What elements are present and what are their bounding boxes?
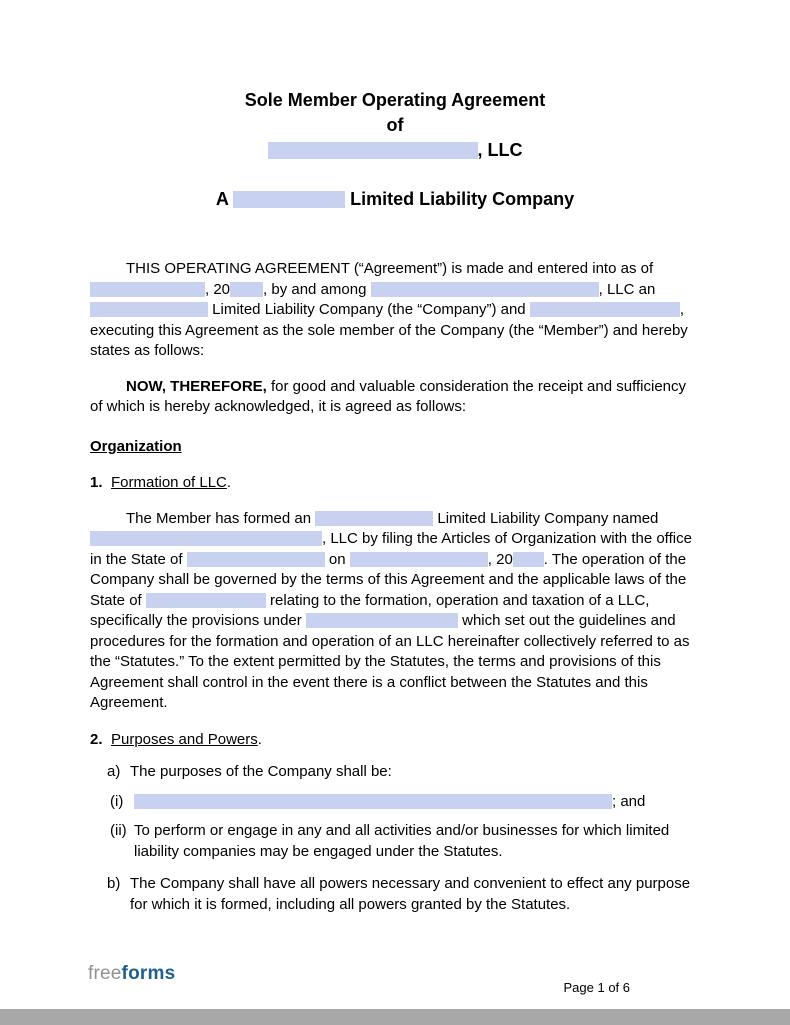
text-run: , LLC an <box>598 280 656 298</box>
text-run: , 20 <box>205 280 231 298</box>
document-title-company-line <box>90 138 700 163</box>
freeforms-logo <box>88 963 175 985</box>
text-run: Limited Liability Company <box>345 189 575 209</box>
item-content <box>130 874 700 915</box>
filing-date-field[interactable] <box>350 552 488 567</box>
state-field[interactable] <box>90 302 208 317</box>
statutes-provision-field[interactable] <box>306 613 458 628</box>
text-run: , executing this Agreement as the sole member of the Company (the “Member”) and hereby states as follows: <box>90 301 688 359</box>
page-edge-bar <box>0 1009 790 1025</box>
underline-run: Purposes and Powers <box>111 730 258 748</box>
item-label: (ii) <box>110 822 127 839</box>
text-run: The purposes of the Company shall be: <box>130 763 392 780</box>
text-run: , LLC by filing the Articles of Organization with the office in the State of <box>90 530 692 568</box>
text-run: on <box>324 550 350 568</box>
item-content <box>134 792 700 813</box>
text-run: . <box>257 730 262 748</box>
company-name-field[interactable] <box>268 142 478 159</box>
clause-2-purposes-and-powers <box>90 730 700 751</box>
item-label: 2. <box>90 730 103 748</box>
item-label: 1. <box>90 474 103 491</box>
text-run: Sole Member Operating Agreement <box>244 90 546 110</box>
intro-paragraph <box>90 259 700 362</box>
item-label: b) <box>107 875 121 892</box>
state-field[interactable] <box>233 191 345 208</box>
document-title-line-1 <box>90 88 700 113</box>
clause-1-formation-of-llc <box>90 473 700 494</box>
clause-2a-purposes <box>107 762 700 783</box>
state-field[interactable] <box>315 511 433 526</box>
formation-paragraph <box>90 509 700 714</box>
bold-underline-run: Organization <box>90 437 182 455</box>
document-title-line-2 <box>90 113 700 138</box>
text-run: The Company shall have all powers necessary and convenient to effect any purpose for which it is formed, including all powers granted by the Statutes. <box>130 875 691 913</box>
consideration-paragraph <box>90 377 700 418</box>
text-run: To perform or engage in any and all activities and/or businesses for which limited liability companies may be engaged under the Statutes. <box>134 822 670 860</box>
page-number: Page 1 of 6 <box>563 980 630 995</box>
text-run: Limited Liability Company (the “Company”) and <box>208 301 530 318</box>
item-label: a) <box>107 763 121 780</box>
item-label: (i) <box>110 792 124 810</box>
item-content <box>134 821 700 862</box>
company-name-field[interactable] <box>371 282 599 297</box>
text-run: ; and <box>612 792 646 810</box>
text-run: A <box>215 189 234 209</box>
item-content <box>111 473 700 494</box>
text-run: . <box>226 474 232 491</box>
company-purpose-field[interactable] <box>134 794 612 809</box>
text-run: of <box>386 115 404 135</box>
effective-year-field[interactable] <box>230 282 263 297</box>
text-run: , 20 <box>487 550 513 568</box>
section-heading-organization <box>90 437 700 458</box>
text-run: , by and among <box>263 280 371 298</box>
text-run: The Member has formed an <box>126 509 316 527</box>
filing-year-field[interactable] <box>513 552 544 567</box>
company-name-field[interactable] <box>90 531 322 546</box>
underline-run: Formation of LLC <box>111 474 227 491</box>
text-run: . The operation of the Company shall be governed by the terms of this Agreement and the applicable laws of the State of <box>90 550 687 609</box>
text-run: which set out the guidelines and procedures for the formation and operation of an LLC hereinafter collectively referred to as the “Statutes.” To the extent permitted by the Statutes, the terms and provisions of this Agreement shall control in the event there is a conflict between the Statutes and this Agreement. <box>90 612 690 711</box>
filing-office-state-field[interactable] <box>187 552 325 567</box>
text-run: for good and valuable consideration the receipt and sufficiency of which is hereby acknowledged, it is agreed as follows: <box>90 377 687 415</box>
text-run: , LLC <box>477 140 523 160</box>
clause-2b-powers <box>107 874 700 915</box>
document-subtitle <box>90 187 700 212</box>
clause-2a-i-purpose-blank <box>110 792 700 813</box>
clause-2a-ii-activities <box>110 821 700 862</box>
text-run: relating to the formation, operation and taxation of a LLC, specifically the provisions under <box>90 591 650 629</box>
member-name-field[interactable] <box>530 302 680 317</box>
text-run: Limited Liability Company named <box>433 509 659 527</box>
text-run: THIS OPERATING AGREEMENT (“Agreement”) is made and entered into as of <box>126 260 654 277</box>
bold-run: NOW, THEREFORE, <box>126 377 267 395</box>
governing-state-field[interactable] <box>146 593 266 608</box>
logo-forms-text: forms <box>121 963 176 984</box>
logo-free-text: free <box>88 963 122 984</box>
item-content <box>111 730 700 751</box>
effective-date-field[interactable] <box>90 282 205 297</box>
item-content <box>130 762 700 783</box>
